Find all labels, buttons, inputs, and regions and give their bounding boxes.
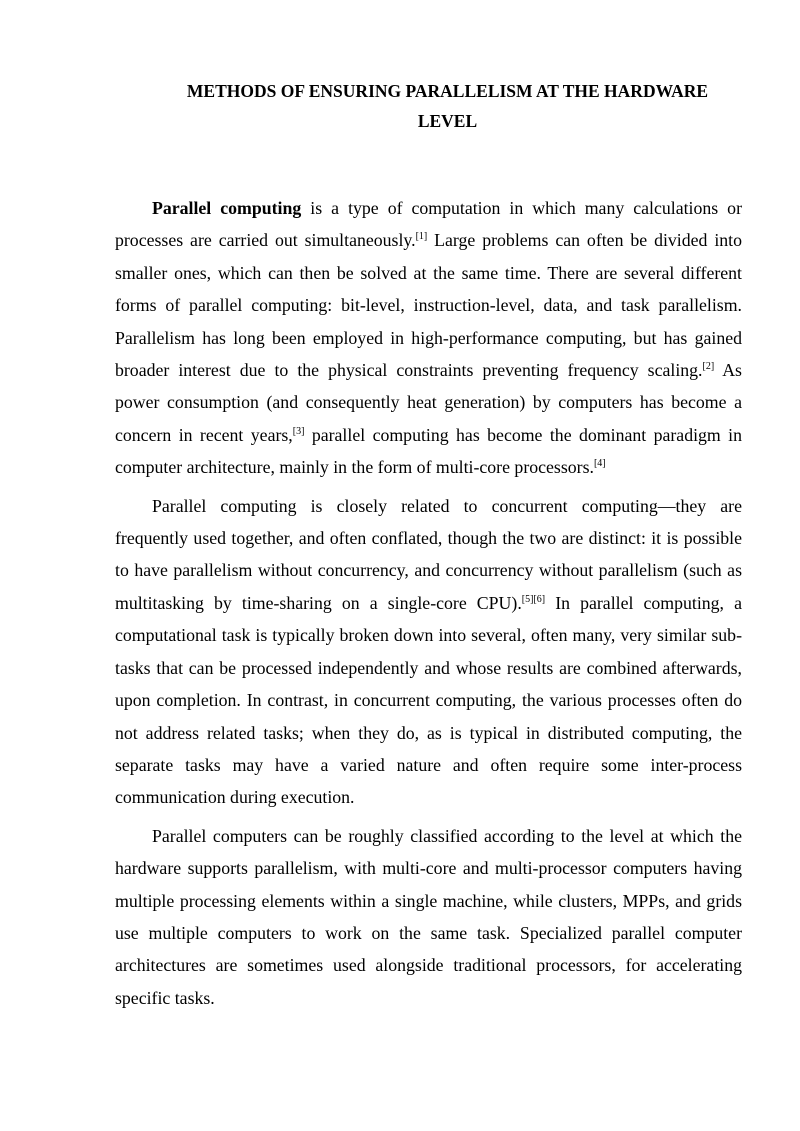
paragraph-2-text-1: Parallel computing is closely related to concurrent computing—they are frequently used together, and often conflated, though the two are distinct: it is possible to have parallelism without concurrency, and concurrency without parallelism (such as multitasking by time-sharing on a single-core CPU). [115, 495, 742, 613]
title-line-2: LEVEL [417, 111, 478, 131]
paragraph-2 [115, 490, 742, 814]
citation-2[interactable]: [2] [702, 361, 715, 373]
page-title [150, 76, 745, 136]
paragraph-1 [115, 192, 742, 484]
paragraph-1-text-4: parallel computing has become the dominant paradigm in computer architecture, mainly in the form of multi-core processors. [115, 424, 742, 478]
paragraph-3-text-1: Parallel computers can be roughly classified according to the level at which the hardware supports parallelism, with multi-core and multi-processor computers having multiple processing elements within a single machine, while clusters, MPPs, and grids use multiple computers to work on the same task. Specialized parallel computer architectures are sometimes used alongside traditional processors, for accelerating specific tasks. [115, 825, 742, 1008]
term-parallel-computing: Parallel computing [152, 198, 302, 218]
citation-5-6[interactable]: [5][6] [521, 593, 546, 605]
paragraph-1-text-1: is a type of computation in which many calculations or processes are carried out simultaneously. [115, 198, 742, 251]
paragraph-2-text-2: In parallel computing, a computational task is typically broken down into several, often many, very similar sub-tasks that can be processed independently and whose results are combined afterwards, upon completion. In contrast, in concurrent computing, the various processes often do not address related tasks; when they do, as is typical in distributed computing, the separate tasks may have a varied nature and often require some inter-process communication during execution. [115, 592, 742, 808]
paragraph-1-text-3: As power consumption (and consequently heat generation) by computers has become a concern in recent years, [115, 360, 742, 445]
paragraph-3 [115, 820, 742, 1014]
citation-4[interactable]: [4] [593, 458, 606, 470]
paragraph-1-text-2: Large problems can often be divided into smaller ones, which can then be solved at the same time. There are several different forms of parallel computing: bit-level, instruction-level, data, and task parallelism. Parallelism has long been employed in high-performance computing, but has gained broader interest due to the physical constraints preventing frequency scaling. [115, 230, 743, 381]
body-text [115, 192, 742, 1020]
citation-3[interactable]: [3] [292, 425, 305, 437]
citation-1[interactable]: [1] [415, 231, 428, 243]
title-line-1: METHODS OF ENSURING PARALLELISM AT THE HARDWARE [186, 81, 709, 101]
